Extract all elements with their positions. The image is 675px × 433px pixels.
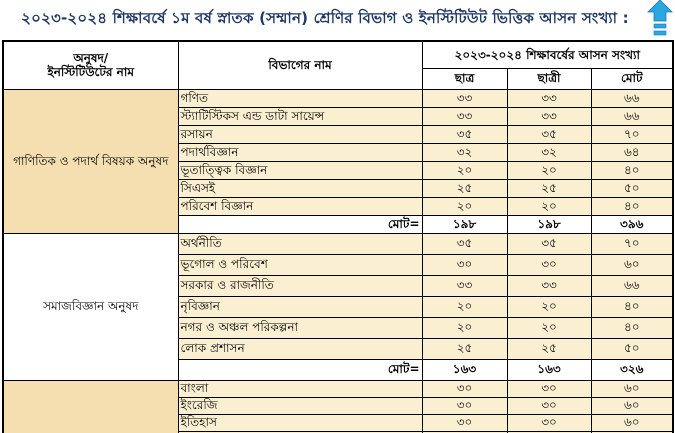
department-cell: বাংলা bbox=[178, 380, 422, 397]
scroll-to-top-icon[interactable] bbox=[647, 0, 673, 37]
table-header bbox=[3, 41, 673, 89]
total-label-cell: মোট= bbox=[178, 215, 422, 233]
department-cell: অর্থনীতি bbox=[178, 233, 422, 254]
male-seats-cell: ৩০ bbox=[422, 414, 507, 431]
seats-table bbox=[2, 40, 674, 433]
total-label-cell: মোট= bbox=[178, 359, 422, 380]
male-seats-cell: ২৫ bbox=[422, 338, 507, 359]
male-seats-cell: ২০ bbox=[422, 296, 507, 317]
department-cell: ইংরেজি bbox=[178, 397, 422, 414]
department-cell: পদার্থবিজ্ঞান bbox=[178, 143, 422, 161]
header-total: মোট bbox=[591, 68, 673, 89]
department-cell: রসায়ন bbox=[178, 125, 422, 143]
total-total-cell: ৩৯৬ bbox=[591, 215, 673, 233]
female-seats-cell: ৩৫ bbox=[507, 125, 591, 143]
total-seats-cell: ৫০ bbox=[591, 179, 673, 197]
total-seats-cell: ৫০ bbox=[591, 338, 673, 359]
total-seats-cell: ৪০ bbox=[591, 161, 673, 179]
page-title: ২০২৩-২০২৪ শিক্ষাবর্ষে ১ম বর্ষ স্নাতক (সম্মান) শ্রেণির বিভাগ ও ইনস্টিটিউট ভিত্তিক আসন সংখ্যা : bbox=[21, 9, 629, 27]
header-faculty-name bbox=[3, 41, 178, 89]
male-seats-cell: ৩০ bbox=[422, 254, 507, 275]
total-seats-cell: ৬৬ bbox=[591, 89, 673, 107]
department-cell: সিএসই bbox=[178, 179, 422, 197]
male-seats-cell: ৩৫ bbox=[422, 233, 507, 254]
table-row bbox=[3, 89, 673, 107]
department-cell: ইতিহাস bbox=[178, 414, 422, 431]
total-seats-cell: ৪০ bbox=[591, 296, 673, 317]
total-seats-cell: ৪০ bbox=[591, 317, 673, 338]
header-faculty-line2: ইনস্টিটিউটের নাম bbox=[47, 65, 134, 80]
total-seats-cell: ৬০ bbox=[591, 414, 673, 431]
female-seats-cell: ২৫ bbox=[507, 338, 591, 359]
total-total-cell: ৩২৬ bbox=[591, 359, 673, 380]
faculty-cell: সমাজবিজ্ঞান অনুষদ bbox=[3, 233, 178, 380]
male-seats-cell: ২০ bbox=[422, 161, 507, 179]
male-seats-cell: ২০ bbox=[422, 317, 507, 338]
female-seats-cell: ৩৩ bbox=[507, 107, 591, 125]
department-cell: ভূতাত্ত্বিক বিজ্ঞান bbox=[178, 161, 422, 179]
female-seats-cell: ৩৩ bbox=[507, 89, 591, 107]
female-seats-cell: ২০ bbox=[507, 317, 591, 338]
total-seats-cell: ৬৪ bbox=[591, 143, 673, 161]
total-male-cell: ১৯৮ bbox=[422, 215, 507, 233]
female-seats-cell: ২০ bbox=[507, 161, 591, 179]
header-faculty-line1: অনুষদ/ bbox=[73, 50, 109, 65]
female-seats-cell: ৩০ bbox=[507, 397, 591, 414]
male-seats-cell: ৩০ bbox=[422, 380, 507, 397]
header-seat-count-group: ২০২৩-২০২৪ শিক্ষাবর্ষের আসন সংখ্যা bbox=[422, 41, 673, 68]
total-seats-cell: ৭০ bbox=[591, 125, 673, 143]
table-row bbox=[3, 380, 673, 397]
header-male: ছাত্র bbox=[422, 68, 507, 89]
total-male-cell: ১৬৩ bbox=[422, 359, 507, 380]
total-seats-cell: ৭০ bbox=[591, 233, 673, 254]
table-row bbox=[3, 233, 673, 254]
total-seats-cell: ৬০ bbox=[591, 397, 673, 414]
department-cell: সরকার ও রাজনীতি bbox=[178, 275, 422, 296]
department-cell: নৃবিজ্ঞান bbox=[178, 296, 422, 317]
department-cell: পরিবেশ বিজ্ঞান bbox=[178, 197, 422, 215]
male-seats-cell: ৩৩ bbox=[422, 107, 507, 125]
total-seats-cell: ৬৬ bbox=[591, 275, 673, 296]
header-female: ছাত্রী bbox=[507, 68, 591, 89]
female-seats-cell: ৩২ bbox=[507, 143, 591, 161]
male-seats-cell: ৩৩ bbox=[422, 275, 507, 296]
department-cell: ভূগোল ও পরিবেশ bbox=[178, 254, 422, 275]
female-seats-cell: ৩৫ bbox=[507, 233, 591, 254]
male-seats-cell: ৩৩ bbox=[422, 89, 507, 107]
total-seats-cell: ৬০ bbox=[591, 254, 673, 275]
total-seats-cell: ৬০ bbox=[591, 380, 673, 397]
department-cell: লোক প্রশাসন bbox=[178, 338, 422, 359]
total-seats-cell: ৪০ bbox=[591, 197, 673, 215]
faculty-cell bbox=[3, 380, 178, 433]
female-seats-cell: ৩৩ bbox=[507, 275, 591, 296]
department-cell: গণিত bbox=[178, 89, 422, 107]
total-seats-cell: ৬৬ bbox=[591, 107, 673, 125]
male-seats-cell: ৩৫ bbox=[422, 125, 507, 143]
male-seats-cell: ৩০ bbox=[422, 397, 507, 414]
female-seats-cell: ২০ bbox=[507, 296, 591, 317]
table-body bbox=[3, 89, 673, 433]
total-female-cell: ১৯৮ bbox=[507, 215, 591, 233]
department-cell: স্ট্যাটিস্টিকস এন্ড ডাটা সায়েন্স bbox=[178, 107, 422, 125]
female-seats-cell: ২০ bbox=[507, 197, 591, 215]
female-seats-cell: ২৫ bbox=[507, 179, 591, 197]
female-seats-cell: ৩০ bbox=[507, 414, 591, 431]
male-seats-cell: ২০ bbox=[422, 197, 507, 215]
male-seats-cell: ২৫ bbox=[422, 179, 507, 197]
female-seats-cell: ৩০ bbox=[507, 380, 591, 397]
header-department-name: বিভাগের নাম bbox=[178, 41, 422, 89]
male-seats-cell: ৩২ bbox=[422, 143, 507, 161]
faculty-cell: গাণিতিক ও পদার্থ বিষয়ক অনুষদ bbox=[3, 89, 178, 233]
department-cell: নগর ও অঞ্চল পরিকল্পনা bbox=[178, 317, 422, 338]
total-female-cell: ১৬৩ bbox=[507, 359, 591, 380]
female-seats-cell: ৩০ bbox=[507, 254, 591, 275]
